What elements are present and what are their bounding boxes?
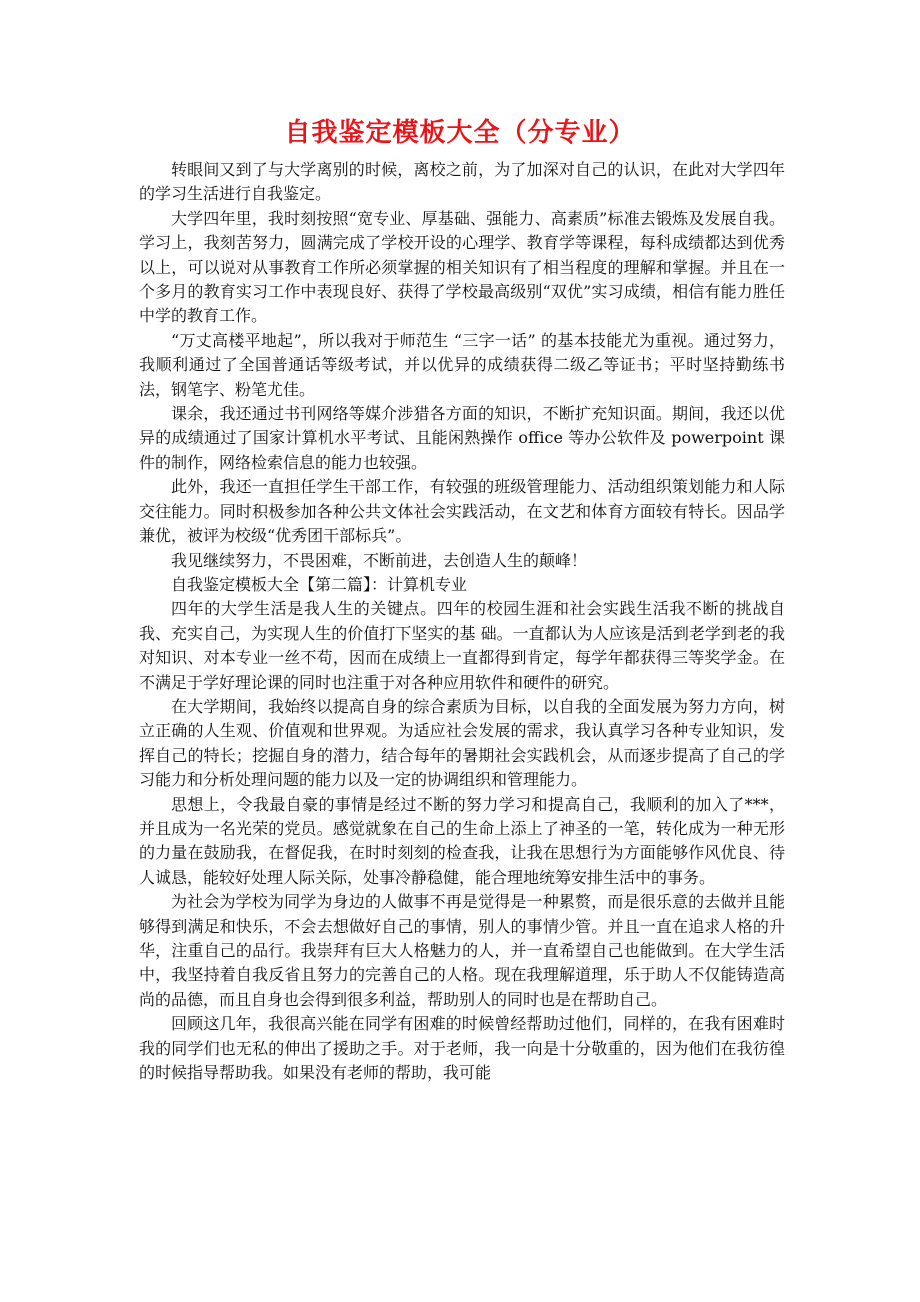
paragraph: 回顾这几年，我很高兴能在同学有困难的时候曾经帮助过他们，同样的，在我有困难时我的同学们也无私的伸出了援助之手。对于老师，我一向是十分敬重的，因为他们在我彷徨的时候指导帮助我。如果没有老师的帮助，我可能: [139, 1014, 785, 1083]
section-heading: 自我鉴定模板大全【第二篇】：计算机专业: [171, 574, 468, 594]
paragraph: 思想上，令我最自豪的事情是经过不断的努力学习和提高自己，我顺利的加入了***，并且成为一名光荣的党员。感觉就象在自己的生命上添上了神圣的一笔，转化成为一种无形的力量在鼓励我，在督促我，在时时刻刻的检查我，让我在思想行为方面能够作风优良、待人诚恳，能较好处理人际关际，处事冷静稳健，能合理地统筹安排生活中的事务。: [139, 794, 785, 887]
paragraph: 在大学期间，我始终以提高自身的综合素质为目标，以自我的全面发展为努力方向，树立正确的人生观、价值观和世界观。为适应社会发展的需求，我认真学习各种专业知识，发挥自己的特长；挖掘自身的潜力，结合每年的暑期社会实践机会，从而逐步提高了自己的学习能力和分析处理问题的能力以及一定的协调组织和管理能力。: [139, 696, 785, 790]
paragraph: 此外，我还一直担任学生干部工作，有较强的班级管理能力、活动组织策划能力和人际交往能力。同时积极参加各种公共文体社会实践活动，在文艺和体育方面较有特长。因品学兼优，被评为校级“优秀团干部标兵”。: [139, 477, 785, 546]
paragraph: 课余，我还通过书刊网络等媒介涉猎各方面的知识，不断扩充知识面。期间，我还以优异的成绩通过了国家计算机水平考试、且能闲熟操作 office 等办公软件及 powerpoint 课件的制作，网络检索信息的能力也较强。: [139, 404, 785, 472]
paragraph: 转眼间又到了与大学离别的时候，离校之前，为了加深对自己的认识，在此对大学四年的学习生活进行自我鉴定。: [139, 160, 785, 204]
paragraph: “万丈高楼平地起”，所以我对于师范生 “三字一话” 的基本技能尤为重视。通过努力，我顺利通过了全国普通话等级考试，并以优异的成绩获得二级乙等证书；平时坚持勤练书法，钢笔字、粉笔尤佳。: [139, 330, 785, 399]
paragraph: 大学四年里，我时刻按照“宽专业、厚基础、强能力、高素质”标准去锻炼及发展自我。学习上，我刻苦努力，圆满完成了学校开设的心理学、教育学等课程，每科成绩都达到优秀以上，可以说对从事教育工作所必须掌握的相关知识有了相当程度的理解和掌握。并且在一个多月的教育实习工作中表现良好、获得了学校最高级别“双优”实习成绩，相信有能力胜任中学的教育工作。: [139, 208, 785, 326]
paragraph: 四年的大学生活是我人生的关键点。四年的校园生涯和社会实践生活我不断的挑战自我、充实自己，为实现人生的价值打下坚实的基 础。一直都认为人应该是活到老学到老的我对知识、对本专业一丝不苟，因而在成绩上一直都得到肯定，每学年都获得三等奖学金。在不满足于学好理论课的同时也注重于对各种应用软件和硬件的研究。: [139, 599, 785, 692]
document-body: [139, 158, 785, 1085]
document-title: 自我鉴定模板大全（分专业）: [284, 118, 636, 148]
paragraph: 我见继续努力，不畏困难，不断前进，去创造人生的颠峰！: [171, 550, 588, 570]
paragraph: 为社会为学校为同学为身边的人做事不再是觉得是一种累赘，而是很乐意的去做并且能够得到满足和快乐，不会去想做好自己的事情，别人的事情少管。并且一直在追求人格的升华，注重自己的品行。我崇拜有巨大人格魅力的人，并一直希望自己也能做到。在大学生活中，我坚持着自我反省且努力的完善自己的人格。现在我理解道理，乐于助人不仅能铸造高尚的品德，而且自身也会得到很多利益，帮助别人的同时也是在帮助自己。: [139, 892, 785, 1009]
